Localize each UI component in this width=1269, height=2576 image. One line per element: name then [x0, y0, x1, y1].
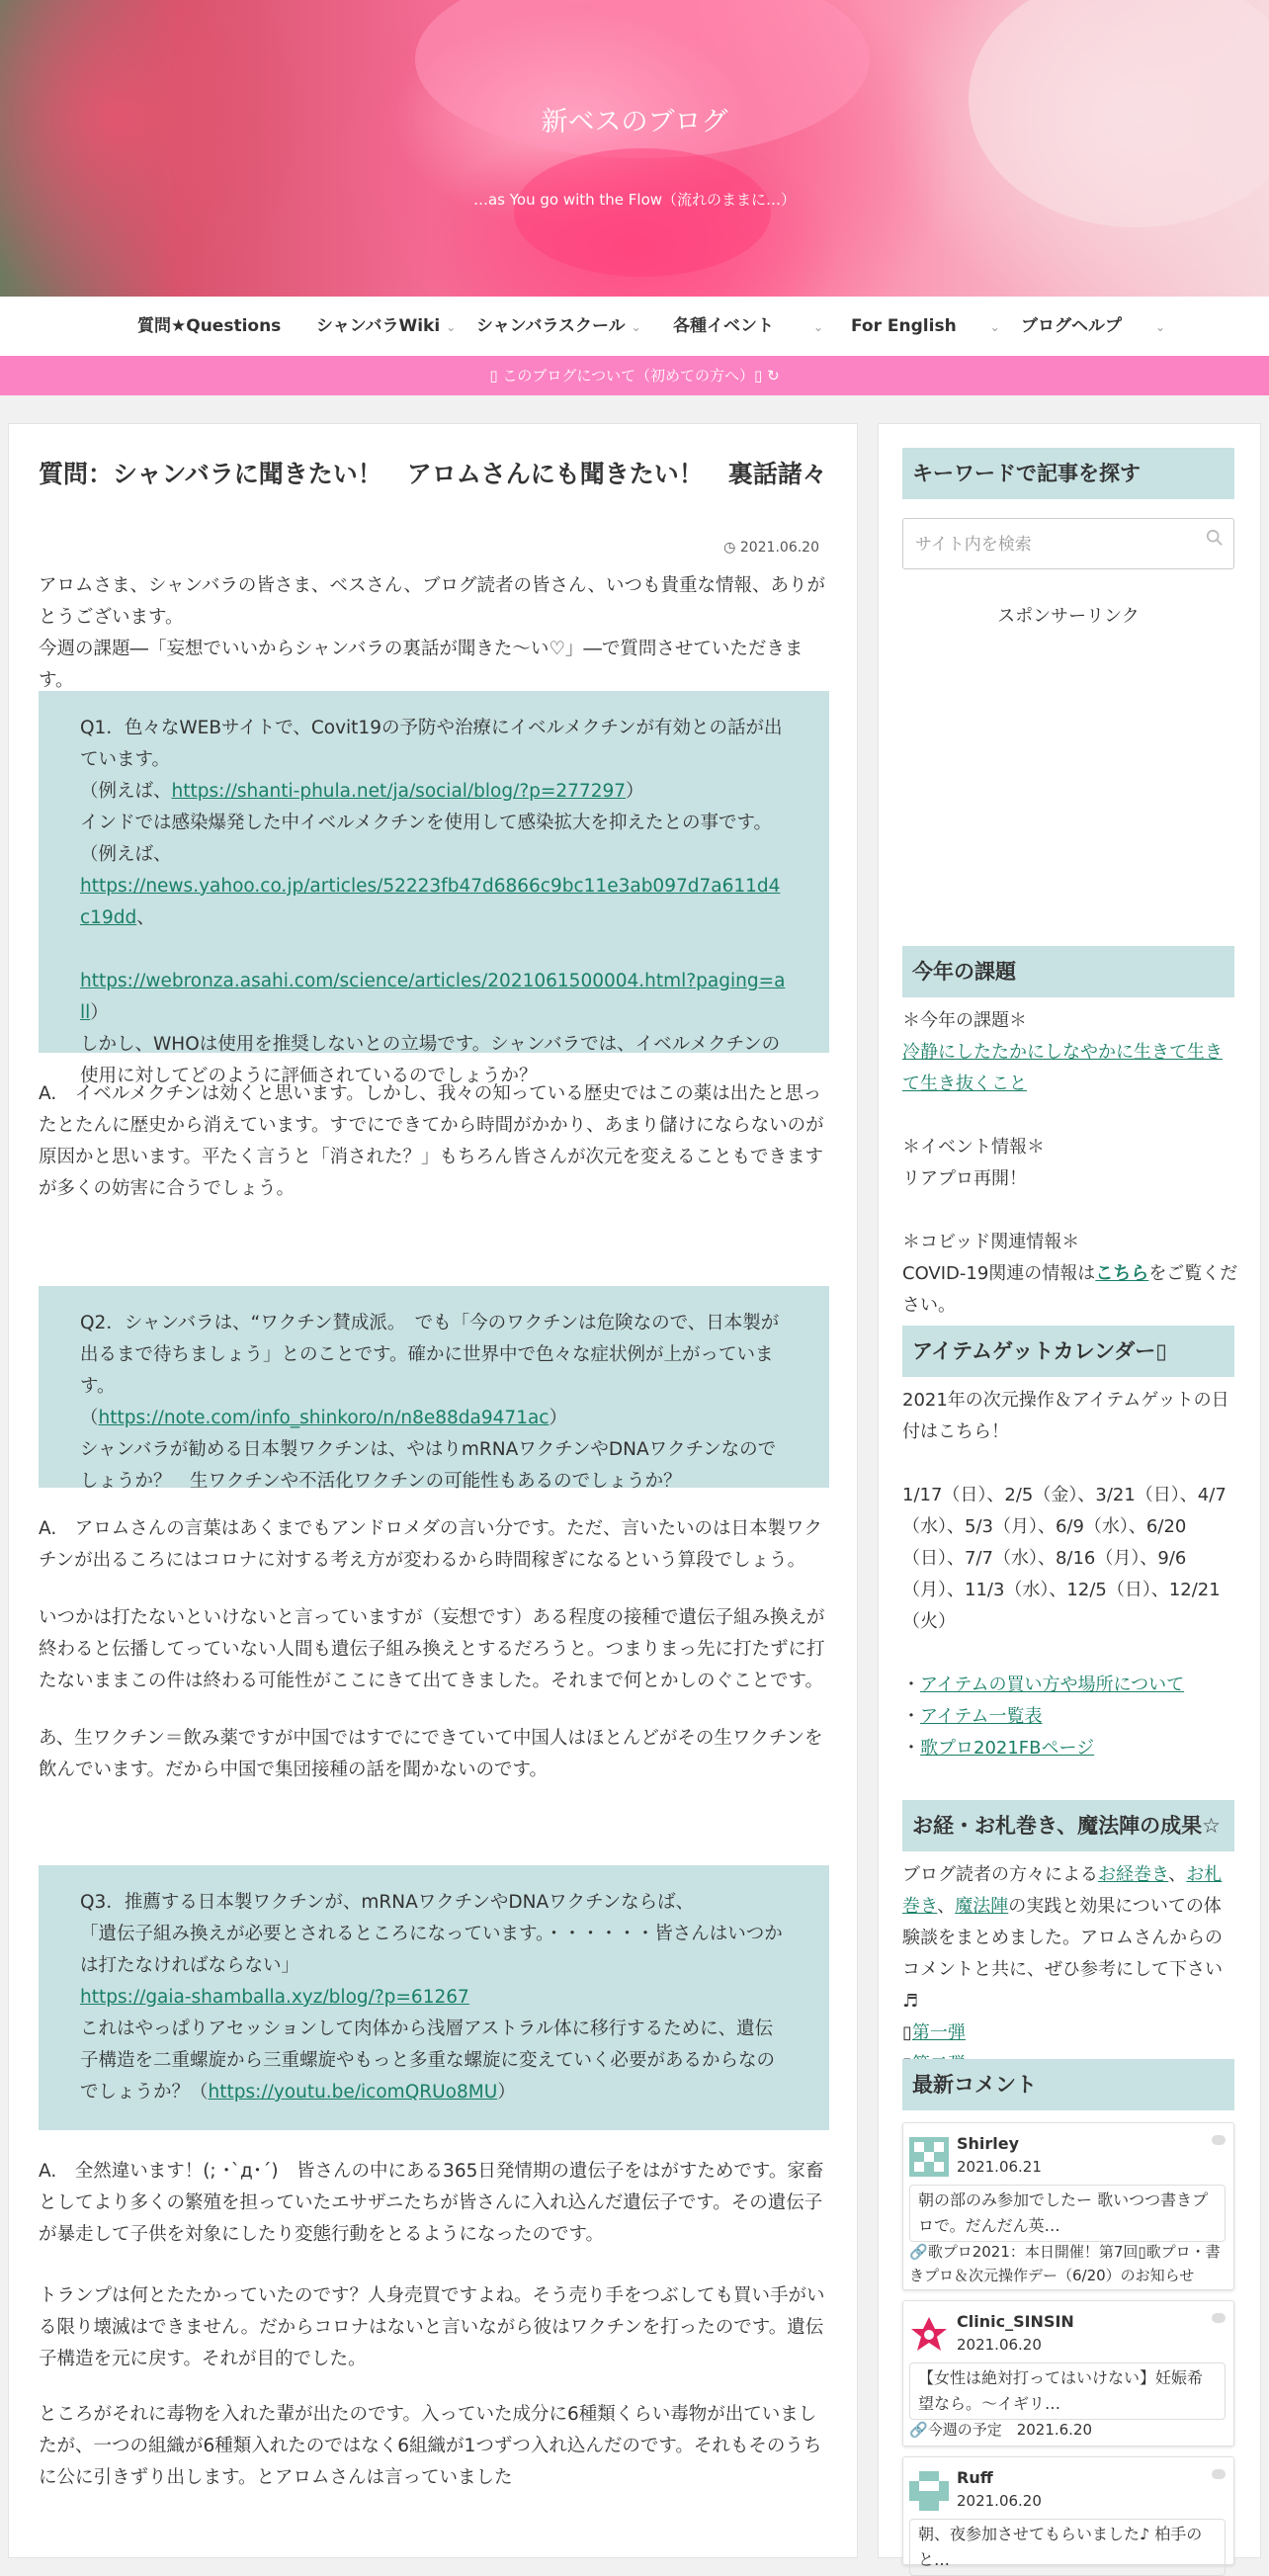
covid-line: [902, 1258, 1238, 1322]
sutra-link-okyo[interactable]: お経巻き: [1098, 1864, 1169, 1885]
comment-card[interactable]: [902, 2456, 1234, 2569]
nav-label: 質問★Questions: [137, 316, 282, 336]
comment-excerpt: 【女性は絶対打ってはいけない】妊娠希望なら。〜イギリ…: [909, 2362, 1226, 2420]
notice-bar-about-blog[interactable]: ▯ このブログについて（初めての方へ）▯ ↻: [0, 356, 1269, 395]
comment-card[interactable]: [902, 2300, 1234, 2447]
sutra-link-mahojin[interactable]: 魔法陣: [955, 1896, 1009, 1917]
covid-pre: COVID-19関連の情報は: [902, 1263, 1096, 1284]
chevron-down-icon: ⌄: [631, 320, 641, 334]
header-banner: [0, 0, 1269, 297]
theme-widget: [902, 1005, 1238, 1322]
nav-item-shamballa-wiki[interactable]: [316, 297, 456, 356]
widget-title-search: キーワードで記事を探す: [902, 448, 1234, 499]
q3-link-line: [80, 1982, 790, 2014]
global-nav: [0, 297, 1269, 356]
question-box-q1: [39, 691, 829, 1086]
event-heading: ＊イベント情報＊: [902, 1137, 1045, 1158]
search-input[interactable]: [902, 518, 1234, 569]
q3-question: これはやっぱりアセッションして肉体から浅層アストラル体に移行するために、遺伝子構造を二重螺旋から三重螺旋やもっと多重な螺旋に変えていく必要があるからなのでしょうか？（: [80, 2018, 776, 2103]
comment-post-link[interactable]: [909, 2240, 1229, 2287]
site-tagline: …as You go with the Flow（流れのままに…）: [472, 191, 797, 209]
q2-paren: （: [80, 1408, 99, 1428]
q3-link-youtube[interactable]: https://youtu.be/icomQRUo8MU: [208, 2082, 498, 2103]
answer-a2-part2: いつかは打たないといけないと言っていますが（妄想です）ある程度の接種で遺伝子組み換えが終わると伝播してっていない人間も遺伝子組み換えとするだろうと。つまりまっ先に打たずに打たないままこの件は終わる可能性がここにきて出てきました。それまで何とかしのぐことです。: [39, 1607, 825, 1691]
comment-bubble-icon: [1212, 2469, 1226, 2479]
sidebar: [878, 423, 1261, 2569]
comment-post-link[interactable]: [909, 2418, 1229, 2442]
covid-link[interactable]: こちら: [1095, 1263, 1149, 1284]
sutra-item: ▯第一弾: [902, 2022, 966, 2043]
q1-text: Q1．色々なWEBサイトで、Covit19の予防や治療にイベルメクチンが有効との話が出ています。: [80, 718, 783, 770]
header-rose-center: [514, 148, 771, 277]
q3-question-line: [80, 2014, 790, 2108]
nav-label: 各種イベント: [673, 316, 774, 336]
comment-card[interactable]: [902, 2122, 1234, 2290]
sutra-pre: ブログ読者の方々による: [902, 1864, 1098, 1885]
q1-paren: ）: [90, 1002, 109, 1023]
sutra-text: [902, 1859, 1238, 2018]
chevron-down-icon: ⌄: [813, 320, 824, 334]
calendar-dates: 1/17（日）、2/5（金）、3/21（日）、4/7（水）、5/3（月）、6/9（水）、6/20（日）、7/7（水）、8/16（月）、9/6（月）、11/3（水）、12/5（日）、12/21（火）: [902, 1485, 1227, 1632]
q1-webronza-line: [80, 966, 790, 1029]
nav-label: シャンバラスクール: [476, 316, 626, 336]
q1-india-text: インドでは感染爆発した中イベルメクチンを使用して感染拡大を抑えたとの事です。: [80, 813, 773, 833]
nav-label: シャンバラWiki: [316, 316, 441, 336]
widget-title-sutra: お経・お札巻き、魔法陣の成果☆: [902, 1800, 1234, 1851]
chevron-down-icon: ⌄: [446, 320, 457, 334]
comment-date: 2021.06.20: [957, 2336, 1042, 2354]
q1-example-label: （例えば、: [80, 844, 172, 865]
avatar: [909, 2315, 949, 2355]
link-icon: 🔗: [909, 2421, 928, 2439]
q3-text: Q3．推薦する日本製ワクチンが、mRNAワクチンやDNAワクチンならば、: [80, 1892, 695, 1913]
spacer: [902, 1100, 1238, 1132]
q1-example-line: [80, 776, 790, 808]
sponsor-label: スポンサーリンク: [997, 606, 1140, 627]
widget-title-theme: 今年の課題: [902, 946, 1234, 997]
calendar-link-item: ・歌プロ2021FBページ: [902, 1738, 1095, 1759]
chevron-down-icon: ⌄: [1155, 320, 1166, 334]
comment-post-title: 歌プロ2021：本日開催！第7回▯歌プロ・書きプロ＆次元操作デー（6/20）のお知らせ: [909, 2243, 1221, 2284]
event-text: リアプロ再開！: [902, 1168, 1027, 1189]
nav-item-questions[interactable]: [137, 297, 281, 356]
link-icon: 🔗: [909, 2243, 928, 2261]
site-title[interactable]: 新ベスのブログ: [541, 107, 728, 137]
post-date: ◷ 2021.06.20: [723, 540, 819, 556]
nav-item-blog-help[interactable]: [1021, 297, 1165, 356]
q1-link-shanti-phula[interactable]: https://shanti-phula.net/ja/social/blog/?p=277297: [171, 781, 627, 802]
spacer: [902, 1195, 1238, 1227]
sutra-link-ofuda[interactable]: お札巻き: [902, 1864, 1223, 1917]
comment-excerpt: 朝、夜参加させてもらいました♪ 柏手のと…: [909, 2519, 1226, 2576]
q1-yahoo-line: [80, 871, 790, 934]
widget-title-comments: 最新コメント: [902, 2059, 1234, 2110]
q1-paren: ）: [626, 781, 644, 802]
search-icon[interactable]: [1206, 529, 1224, 547]
avatar: [909, 2471, 949, 2511]
item-list-link[interactable]: アイテム一覧表: [920, 1706, 1043, 1727]
calendar-widget: [902, 1385, 1238, 1764]
spacer: [902, 1448, 1238, 1480]
comment-excerpt: 朝の部のみ参加でしたー 歌いつつ書きプロで。だんだん英…: [909, 2185, 1226, 2242]
utapro-fb-link[interactable]: 歌プロ2021FBページ: [920, 1738, 1095, 1759]
sep: 、: [937, 1896, 956, 1917]
calendar-link-item: ・アイテムの買い方や場所について: [902, 1674, 1185, 1695]
spacer: [902, 1638, 1238, 1670]
post-title: 質問：シャンバラに聞きたい！ アロムさんにも聞きたい！ 裏話諸々: [39, 460, 827, 488]
q1-separator: 、: [136, 907, 155, 928]
comment-bubble-icon: [1212, 2313, 1226, 2323]
comment-bubble-icon: [1212, 2135, 1226, 2145]
covid-post: をご覧ください。: [902, 1263, 1238, 1316]
sutra-first-link[interactable]: 第一弾: [911, 2022, 966, 2043]
intro-paragraph-1: アロムさま、シャンバラの皆さま、ベスさん、ブログ読者の皆さん、いつも貴重な情報、ありがとうございます。: [39, 575, 826, 628]
answer-a2-part3: あ、生ワクチン＝飲み薬ですが中国ではすでにできていて中国人はほとんどがその生ワクチンを飲んでいます。だから中国で集団接種の話を聞かないのです。: [39, 1728, 823, 1780]
comment-date: 2021.06.21: [957, 2158, 1042, 2176]
q2-text: Q2．シャンバラは、“ワクチン賛成派。 でも「今のワクチンは危険なので、日本製が出るまで待ちましょう」とのことです。確かに世界中で色々な症状例が上がっています。: [80, 1313, 780, 1397]
theme-link[interactable]: 冷静にしたたかにしなやかに生きて生きて生き抜くこと: [902, 1042, 1223, 1094]
q2-link-line: [80, 1403, 790, 1434]
q3-quote: 「遺伝子組み換えが必要とされるところになっています。・・・・・・皆さんはいつかは打たなければならない」: [80, 1924, 783, 1976]
q3-link-gaia-shamballa[interactable]: https://gaia-shamballa.xyz/blog/?p=61267: [80, 1987, 469, 2008]
nav-item-shamballa-school[interactable]: [476, 297, 641, 356]
item-howto-link[interactable]: アイテムの買い方や場所について: [920, 1674, 1185, 1695]
q1-who-text: しかし、WHOは使用を推奨しないとの立場です。シャンバラでは、イベルメクチンの使用に対してどのように評価されているのでしょうか？: [80, 1034, 781, 1086]
answer-a3-part2: トランプは何とたたかっていたのです？人身売買ですよね。そう売り手をつぶしても買い手がいる限り壊滅はできません。だからコロナはないと言いながら彼はワクチンを打ったのです。遺伝子構造を元に戻す。それが目的でした。: [39, 2285, 825, 2369]
q1-spacer: [80, 934, 790, 966]
q2-paren: ）: [549, 1408, 567, 1428]
calendar-intro: 2021年の次元操作＆アイテムゲットの日付はこちら！: [902, 1390, 1229, 1442]
nav-label: For English: [851, 316, 957, 336]
covid-heading: ＊コビッド関連情報＊: [902, 1232, 1080, 1252]
comment-date: 2021.06.20: [957, 2492, 1042, 2510]
q2-question: シャンバラが勧める日本製ワクチンは、やはりmRNAワクチンやDNAワクチンなのでしょうか？ 生ワクチンや不活化ワクチンの可能性もあるのでしょうか？: [80, 1439, 777, 1492]
answer-a2-part1: A. アロムさんの言葉はあくまでもアンドロメダの言い分です。ただ、言いたいのは日本製ワクチンが出るころにはコロナに対する考え方が変わるから時間稼ぎになるという算段でしょう。: [39, 1518, 822, 1571]
nav-item-for-english[interactable]: [851, 297, 1000, 356]
sutra-widget: [902, 1859, 1238, 2081]
question-box-q3: [39, 1865, 829, 2130]
q2-link-note[interactable]: https://note.com/info_shinkoro/n/n8e88da9471ac: [98, 1408, 550, 1428]
q3-paren: ）: [497, 2082, 516, 2103]
theme-heading: ＊今年の課題＊: [902, 1010, 1027, 1031]
comment-author: Ruff: [957, 2468, 993, 2487]
nav-item-events[interactable]: [673, 297, 823, 356]
avatar: [909, 2137, 949, 2177]
calendar-link-item: ・アイテム一覧表: [902, 1706, 1043, 1727]
q1-paren: （例えば、: [80, 781, 172, 802]
answer-a3-part3: ところがそれに毒物を入れた輩が出たのです。入っていた成分に6種類くらい毒物が出ていましたが、一つの組織が6種類入れたのではなく6組織が1つずつ入れ込んだのです。それもそのうちに公に引きずり出します。とアロムさんは言っていました: [39, 2404, 822, 2488]
comment-post-title: 今週の予定 2021.6.20: [927, 2421, 1093, 2439]
q1-link-yahoo-news[interactable]: https://news.yahoo.co.jp/articles/52223fb47d6866c9bc11e3ab097d7a611d4c19dd: [80, 876, 781, 928]
answer-a1: A. イベルメクチンは効くと思います。しかし、我々の知っている歴史ではこの薬は出たと思ったとたんに歴史から消えています。すでにできてから時間がかかり、あまり儲けにならないのが原因かと思います。平たく言うと「消された？」もちろん皆さんが次元を変えることもできますが多くの妨害に合うでしょう。: [39, 1083, 824, 1199]
answer-a3-part1: A. 全然違います！(; ･`д･´) 皆さんの中にある365日発情期の遺伝子をはがすためです。家畜としてより多くの繁殖を担っていたエサザニたちが皆さんに入れ込んだ遺伝子です。その遺伝子が暴走して子供を対象にしたり変態行動をとるようになったのです。: [39, 2161, 824, 2245]
sep: 、: [1168, 1864, 1187, 1885]
nav-label: ブログヘルプ: [1021, 316, 1122, 336]
comment-author: Shirley: [957, 2134, 1020, 2153]
intro-paragraph-2: 今週の課題―「妄想でいいからシャンバラの裏話が聞きた〜い♡」―で質問させていただきます。: [39, 639, 804, 691]
post-intro: [39, 570, 829, 697]
search-placeholder: サイト内を検索: [915, 535, 1032, 555]
widget-title-calendar: アイテムゲットカレンダー▯: [902, 1326, 1234, 1377]
sutra-post: の実践と効果についての体験談をまとめました。アロムさんからのコメントと共に、ぜひ参考にして下さい♬: [902, 1896, 1223, 2012]
chevron-down-icon: ⌄: [989, 320, 1000, 334]
comment-author: Clinic_SINSIN: [957, 2312, 1074, 2331]
article-main: [8, 423, 858, 2558]
q1-link-webronza[interactable]: https://webronza.asahi.com/science/articles/2021061500004.html?paging=all: [80, 971, 786, 1023]
question-box-q2: [39, 1286, 829, 1492]
